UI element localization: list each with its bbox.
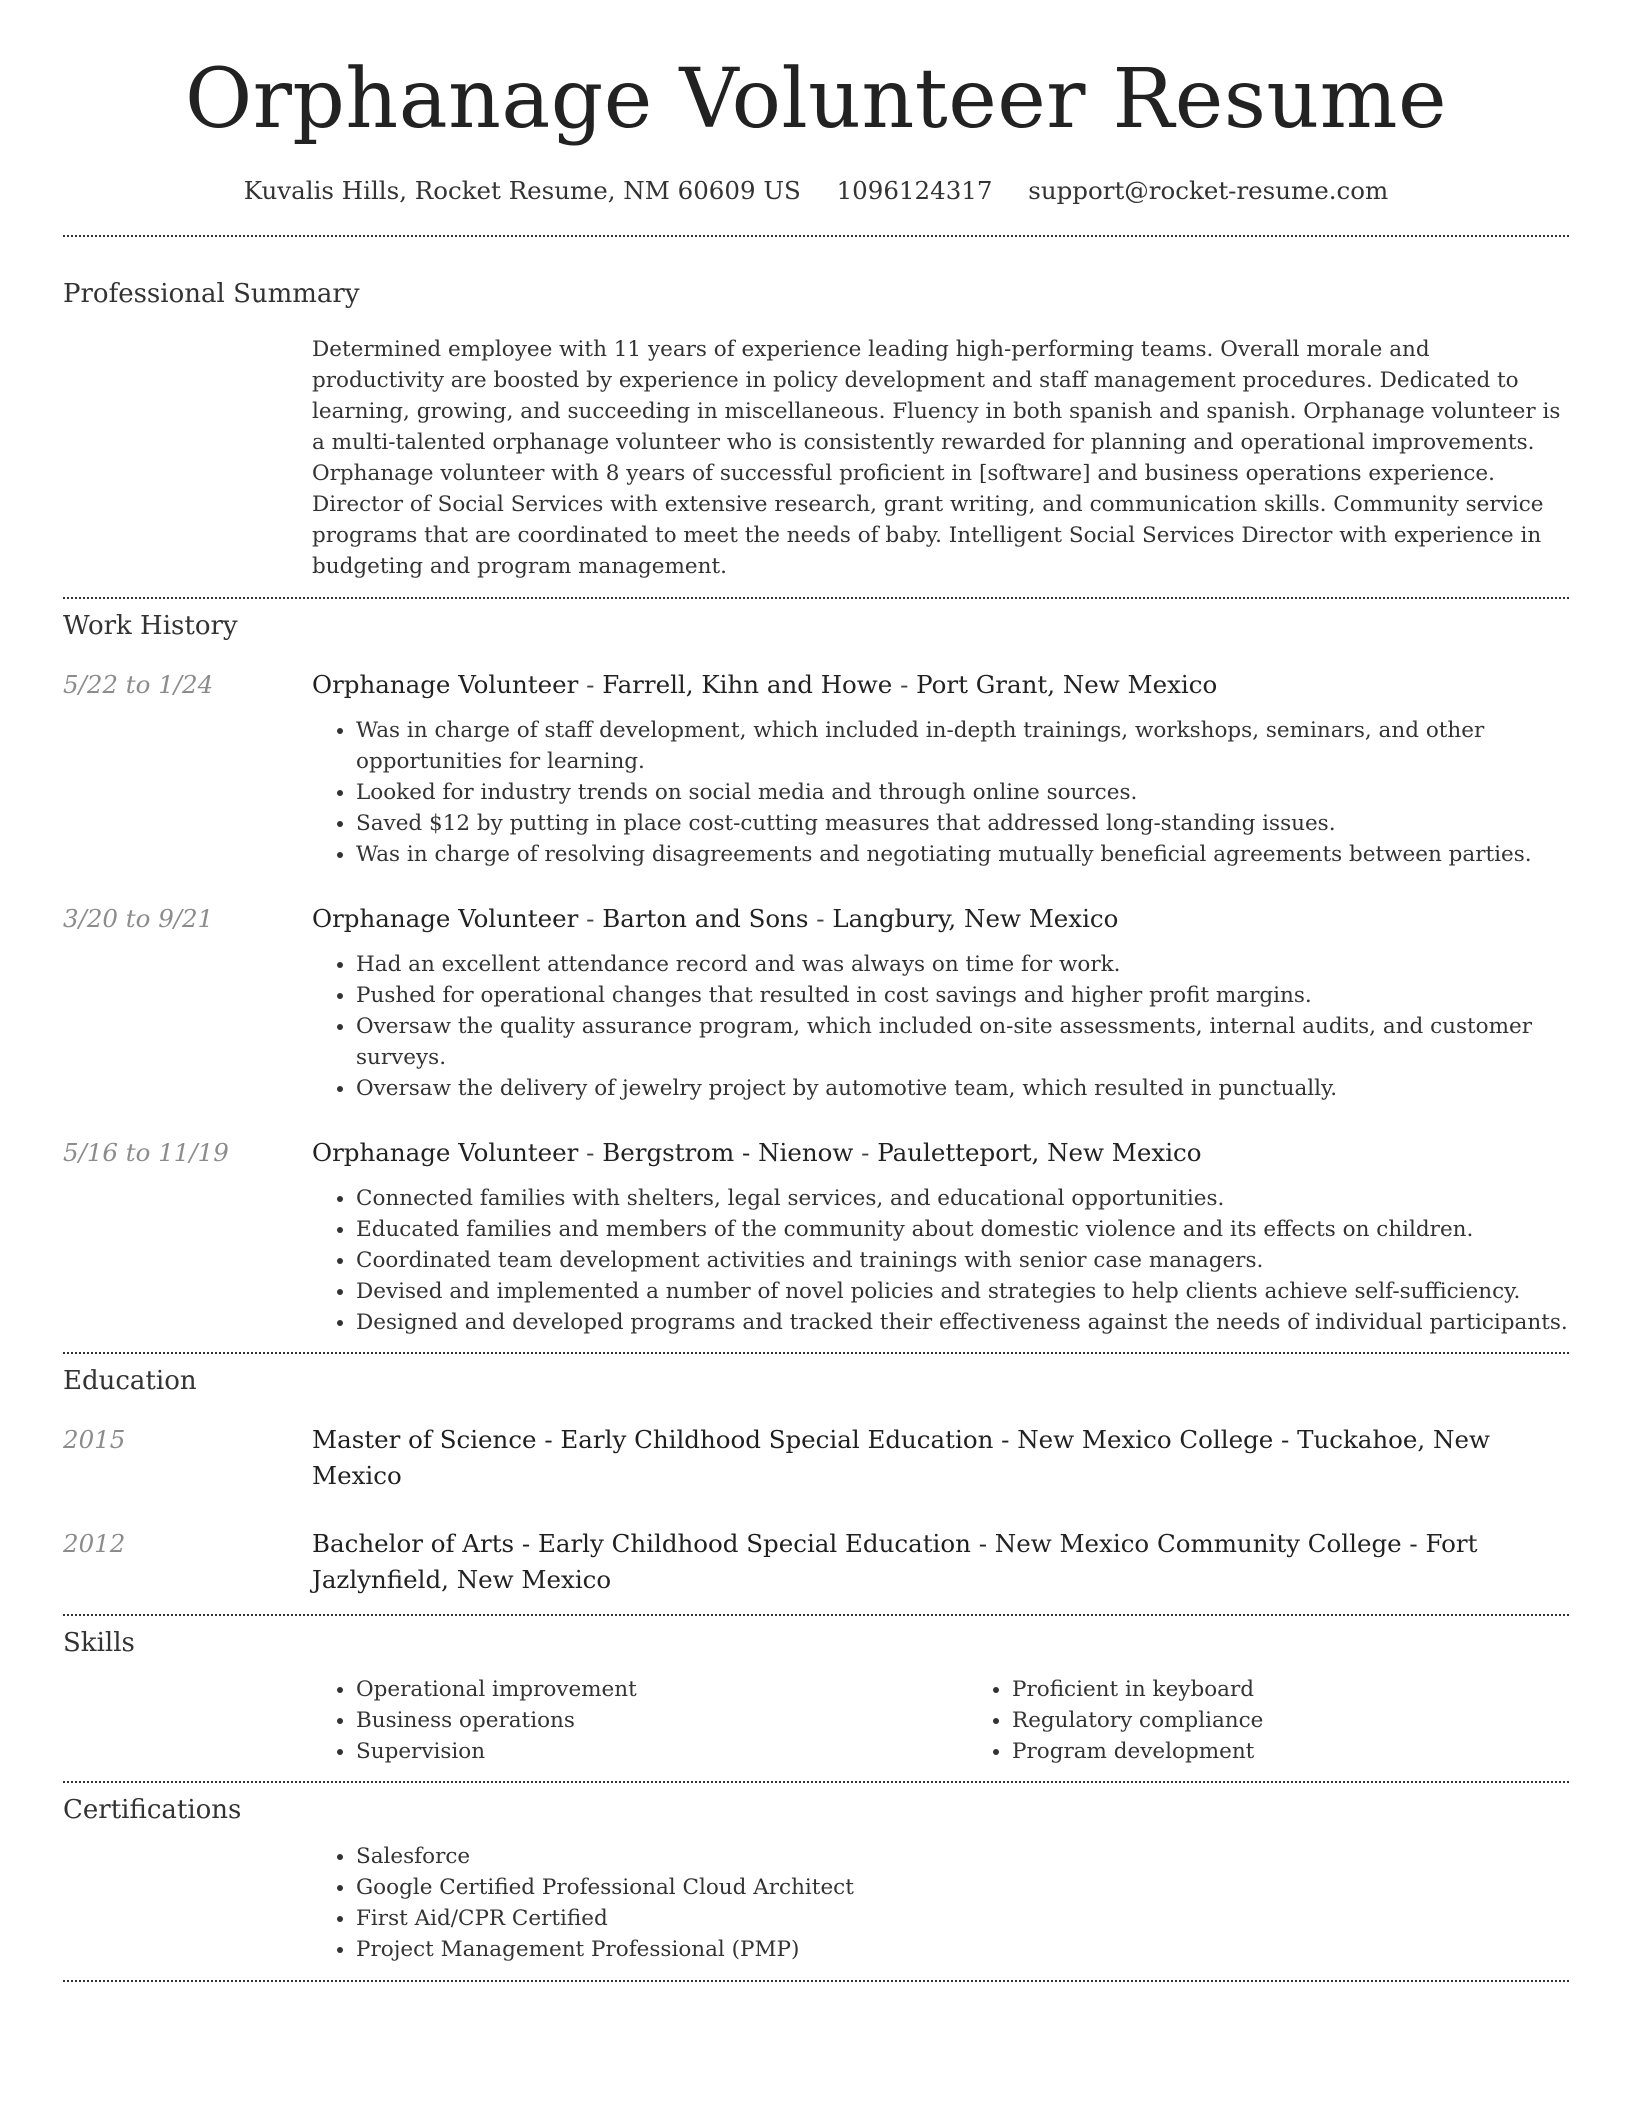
list-item: • Educated families and members of the community about domestic violence and its effects on children. [356,1214,1569,1245]
list-item: • Devised and implemented a number of novel policies and strategies to help clients achieve self-sufficiency. [356,1276,1569,1307]
resume-header [0,0,1632,208]
contact-email: support@rocket-resume.com [1028,176,1389,205]
skills-list [312,1674,968,1767]
job-date: 5/16 to 11/19 [63,1138,229,1167]
list-item: • Oversaw the quality assurance program, which included on-site assessments, internal audits, and customer surveys. [356,1011,1569,1073]
list-item: • Project Management Professional (PMP) [356,1934,1569,1965]
list-item: • Salesforce [356,1841,1569,1872]
list-item: • Coordinated team development activities and trainings with senior case managers. [356,1245,1569,1276]
job-entry [63,901,1569,1104]
skills-list [968,1674,1569,1767]
list-item: • Supervision [356,1736,968,1767]
list-item: • Operational improvement [356,1674,968,1705]
list-item: • Oversaw the delivery of jewelry project by automotive team, which resulted in punctually. [356,1073,1569,1104]
section-title-skills: Skills [63,1628,135,1658]
job-bullets [312,1183,1569,1338]
list-item: • First Aid/CPR Certified [356,1903,1569,1934]
contact-line [0,174,1632,208]
job-bullets [312,715,1569,870]
work-section [0,599,1632,1338]
certifications-list [312,1841,1569,1965]
skills-section [0,1616,1632,1767]
education-year: 2012 [63,1529,126,1558]
divider [63,1980,1569,1982]
education-section [0,1354,1632,1598]
certifications-section [0,1783,1632,1965]
job-date: 3/20 to 9/21 [63,904,214,933]
list-item: • Had an excellent attendance record and was always on time for work. [356,949,1569,980]
education-year: 2015 [63,1425,126,1454]
resume-title: Orphanage Volunteer Resume [184,52,1448,147]
section-title-summary: Professional Summary [63,279,360,309]
job-entry [63,667,1569,870]
education-detail: Master of Science - Early Childhood Special Education - New Mexico College - Tuckahoe, New Mexico [312,1425,1490,1490]
section-title-certifications: Certifications [63,1795,242,1825]
job-entry [63,1135,1569,1338]
section-title-education: Education [63,1366,197,1396]
list-item: • Was in charge of resolving disagreements and negotiating mutually beneficial agreements between parties. [356,839,1569,870]
job-bullets [312,949,1569,1104]
list-item: • Connected families with shelters, legal services, and educational opportunities. [356,1183,1569,1214]
list-item: • Saved $12 by putting in place cost-cutting measures that addressed long-standing issues. [356,808,1569,839]
list-item: • Looked for industry trends on social media and through online sources. [356,777,1569,808]
job-date: 5/22 to 1/24 [63,670,214,699]
list-item: • Regulatory compliance [1012,1705,1569,1736]
summary-text: Determined employee with 11 years of experience leading high-performing teams. Overall morale and productivity are boosted by experience in policy development and staff management procedures. Dedicated to learning, growing, and succeeding in miscellaneous. Fluency in both spanish and spanish. Orphanage volunteer is a multi-talented orphanage volunteer who is consistently rewarded for planning and operational improvements. Orphanage volunteer with 8 years of successful proficient in [software] and business operations experience. Director of Social Services with extensive research, grant writing, and communication skills. Community service programs that are coordinated to meet the needs of baby. Intelligent Social Services Director with experience in budgeting and program management. [312,337,1561,579]
education-entry [63,1422,1569,1494]
summary-section [0,237,1632,582]
job-title: Orphanage Volunteer - Barton and Sons - Langbury, New Mexico [312,904,1119,933]
list-item: • Business operations [356,1705,968,1736]
contact-address: Kuvalis Hills, Rocket Resume, NM 60609 US [243,176,801,205]
education-entry [63,1526,1569,1598]
contact-phone: 1096124317 [836,176,993,205]
list-item: • Pushed for operational changes that resulted in cost savings and higher profit margins. [356,980,1569,1011]
list-item: • Program development [1012,1736,1569,1767]
list-item: • Designed and developed programs and tracked their effectiveness against the needs of individual participants. [356,1307,1569,1338]
job-title: Orphanage Volunteer - Bergstrom - Nienow - Pauletteport, New Mexico [312,1138,1202,1167]
list-item: • Google Certified Professional Cloud Architect [356,1872,1569,1903]
education-detail: Bachelor of Arts - Early Childhood Special Education - New Mexico Community College - Fort Jazlynfield, New Mexico [312,1529,1478,1594]
section-title-work: Work History [63,611,238,641]
job-title: Orphanage Volunteer - Farrell, Kihn and Howe - Port Grant, New Mexico [312,670,1218,699]
list-item: • Was in charge of staff development, which included in-depth trainings, workshops, seminars, and other opportunities for learning. [356,715,1569,777]
list-item: • Proficient in keyboard [1012,1674,1569,1705]
